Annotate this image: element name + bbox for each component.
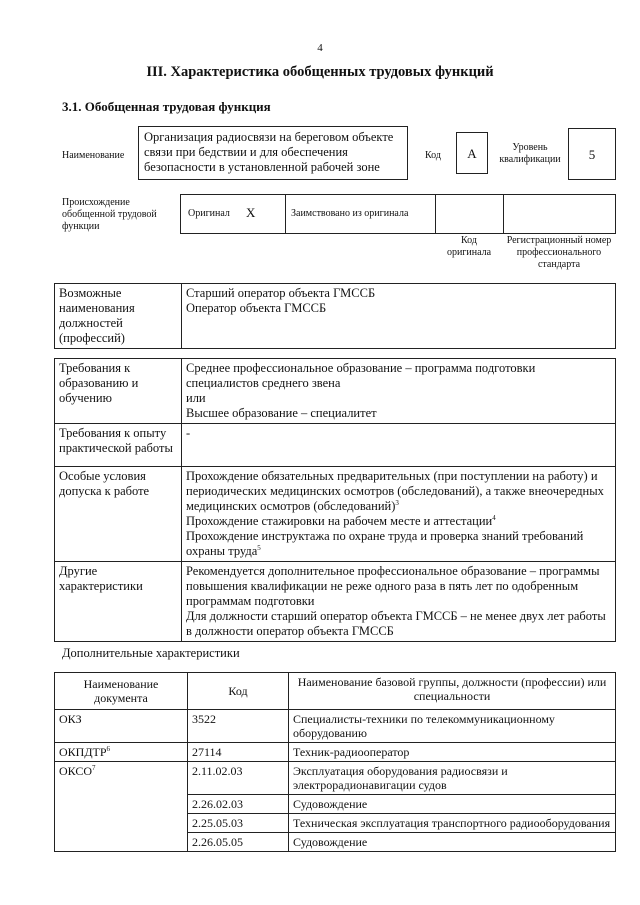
additional-header-row	[55, 673, 616, 710]
name-cell: Судовождение	[289, 833, 616, 852]
code-cell: 3522	[188, 710, 289, 743]
name-cell: Техническая эксплуатация транспортного радиооборудования	[289, 814, 616, 833]
reg-number-caption: Регистрационный номер профессионального стандарта	[506, 235, 612, 270]
page-number: 4	[317, 42, 323, 54]
footnote-ref: 5	[257, 543, 261, 552]
name-cell: Эксплуатация оборудования радиосвязи и электрорадионавигации судов	[289, 762, 616, 795]
req-line-text: Прохождение инструктажа по охране труда и проверка знаний требований охраны труда	[186, 529, 584, 558]
req-value	[182, 424, 616, 467]
doc-name: ОКПДТР	[59, 745, 107, 759]
header-name: Наименование базовой группы, должности (профессии) или специальности	[289, 673, 616, 710]
requirements-table	[54, 358, 616, 642]
table-row	[55, 762, 616, 795]
borrowed-label: Заимствовано из оригинала	[291, 208, 409, 219]
positions-values	[182, 284, 616, 349]
req-line	[186, 514, 611, 529]
req-line: Высшее образование – специалитет	[186, 406, 377, 420]
req-label: Другие характеристики	[55, 562, 182, 642]
req-line: Рекомендуется дополнительное профессиональное образование – программы повышения квалификации не реже одного раза в пять лет по одобренным программам подготовки	[186, 564, 600, 608]
doc-name: ОКСО	[59, 764, 93, 778]
level-label: Уровень квалификации	[499, 142, 561, 165]
code-cell: 2.26.02.03	[188, 795, 289, 814]
req-value	[182, 562, 616, 642]
req-label: Требования к опыту практической работы	[55, 424, 182, 467]
req-value	[182, 359, 616, 424]
doc-cell	[55, 762, 188, 852]
code-cell: 27114	[188, 743, 289, 762]
origin-divider-3	[503, 195, 504, 233]
req-line	[186, 529, 611, 559]
req-label: Требования к образованию и обучению	[55, 359, 182, 424]
name-cell: Судовождение	[289, 795, 616, 814]
function-name: Организация радиосвязи на береговом объекте связи при бедствии и для обеспечения безопасности в установленной рабочей зоне	[144, 130, 394, 174]
position-item: Старший оператор объекта ГМССБ	[186, 286, 376, 300]
origin-box	[180, 194, 616, 234]
req-row-experience	[55, 424, 616, 467]
req-line: Среднее профессиональное образование – программа подготовки специалистов среднего звена	[186, 361, 536, 390]
table-row	[55, 743, 616, 762]
footnote-ref: 4	[492, 513, 496, 522]
origin-divider-1	[285, 195, 286, 233]
positions-row	[55, 284, 616, 349]
function-name-box	[138, 126, 408, 180]
position-item: Оператор объекта ГМССБ	[186, 301, 327, 315]
doc-cell	[55, 710, 188, 743]
code-cell: 2.11.02.03	[188, 762, 289, 795]
positions-table	[54, 283, 616, 349]
original-label: Оригинал	[188, 208, 230, 219]
req-row-special-conditions	[55, 467, 616, 562]
table-row	[55, 710, 616, 743]
name-cell: Техник-радиооператор	[289, 743, 616, 762]
subsection-title: 3.1. Обобщенная трудовая функция	[62, 99, 271, 114]
naming-label: Наименование	[62, 150, 125, 161]
code-label: Код	[425, 150, 441, 161]
footnote-ref: 7	[92, 764, 96, 772]
req-line: Для должности старший оператор объекта ГМССБ – не менее двух лет работы в должности оператор объекта ГМССБ	[186, 609, 606, 638]
req-line: -	[186, 426, 191, 440]
req-value	[182, 467, 616, 562]
code-cell: 2.25.05.03	[188, 814, 289, 833]
header-doc: Наименование документа	[55, 673, 188, 710]
req-line	[186, 469, 611, 514]
additional-table	[54, 672, 616, 852]
level-value: 5	[568, 128, 616, 180]
doc-name: ОКЗ	[59, 712, 82, 726]
positions-label: Возможные наименования должностей (профессий)	[55, 284, 182, 349]
name-cell: Специалисты-техники по телекоммуникационному оборудованию	[289, 710, 616, 743]
req-line-text: Прохождение обязательных предварительных (при поступлении на работу) и периодических медицинских осмотров (обследований), а также внеочередных медицинских осмотров (обследований)	[186, 469, 604, 513]
code-cell: 2.26.05.05	[188, 833, 289, 852]
req-line: или	[186, 391, 206, 405]
req-row-other	[55, 562, 616, 642]
original-mark: X	[246, 205, 256, 220]
additional-title: Дополнительные характеристики	[62, 646, 240, 660]
code-value: А	[456, 132, 488, 174]
code-original-caption: Код оригинала	[446, 235, 492, 258]
header-code: Код	[188, 673, 289, 710]
origin-divider-2	[435, 195, 436, 233]
req-label: Особые условия допуска к работе	[55, 467, 182, 562]
doc-cell	[55, 743, 188, 762]
footnote-ref: 3	[395, 498, 399, 507]
origin-label: Происхождение обобщенной трудовой функции	[62, 197, 157, 232]
footnote-ref: 6	[106, 745, 111, 753]
req-row-education	[55, 359, 616, 424]
section-title: III. Характеристика обобщенных трудовых функций	[146, 64, 494, 80]
req-line-text: Прохождение стажировки на рабочем месте и аттестации	[186, 514, 493, 528]
